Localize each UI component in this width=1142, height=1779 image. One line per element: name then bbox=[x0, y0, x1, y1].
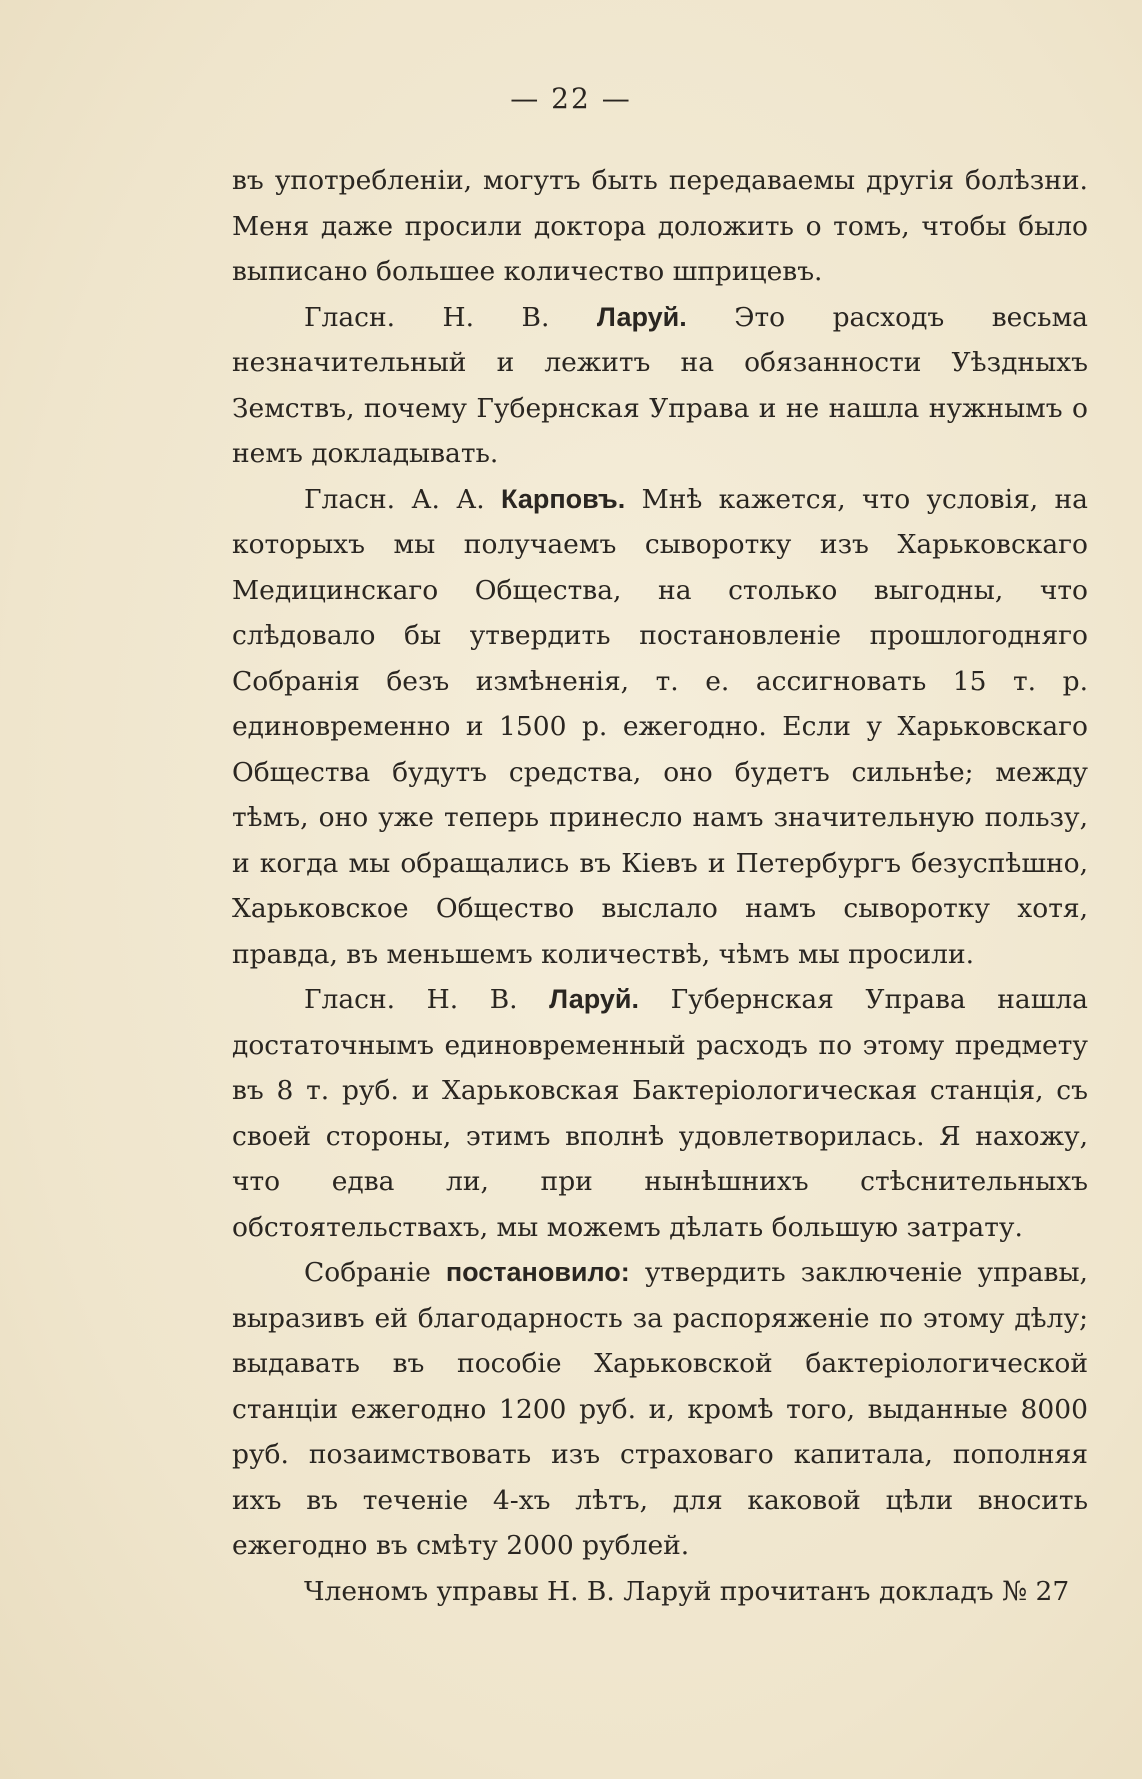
paragraph-text: Мнѣ кажется, что условія, на которыхъ мы получаемъ сыворотку изъ Харьковскаго Медицинскаго Общества, на столько выгодны, что слѣдовало бы утвердить постановленіе прошлогодняго Собранія безъ измѣненія, т. е. ассигновать 15 т. р. единовременно и 1500 р. ежегодно. Если у Харьковскаго Общества будутъ средства, оно будетъ сильнѣе; между тѣмъ, оно уже теперь принесло намъ значительную пользу, и когда мы обращались въ Кіевъ и Петербургъ безуспѣшно, Харьковское Общество выслало намъ сыворотку хотя, правда, въ меньшемъ количествѣ, чѣмъ мы просили. bbox=[232, 483, 1088, 970]
body-text bbox=[232, 158, 1088, 1614]
speaker-prefix: Гласн. Н. В. bbox=[304, 301, 550, 333]
speech-laruy-1 bbox=[232, 295, 1088, 477]
paragraph-text: Губернская Управа нашла достаточнымъ единовременный расходъ по этому предмету въ 8 т. руб. и Харьковская Бактеріологическая станція, съ своей стороны, этимъ вполнѣ удовлетворилась. Я нахожу, что едва ли, при нынѣшнихъ стѣснительныхъ обстоятельствахъ, мы можемъ дѣлать большую затрату. bbox=[232, 984, 1088, 1243]
resolution-keyword: постановило: bbox=[445, 1257, 630, 1287]
speaker-name: Карповъ. bbox=[501, 483, 626, 514]
paragraph-continuation bbox=[232, 158, 1088, 295]
paragraph-text: Это расходъ весьма незначительный и лежитъ на обязанности Уѣздныхъ Земствъ, почему Губернская Управа и не нашла нужнымъ о немъ докладывать. bbox=[232, 301, 1088, 469]
paragraph-text: Членомъ управы Н. В. Ларуй прочитанъ докладъ № 27 bbox=[304, 1575, 1070, 1607]
speaker-name: Ларуй. bbox=[549, 984, 640, 1014]
paragraph-text: въ употребленіи, могутъ быть передаваемы другія болѣзни. Меня даже просили доктора доложить о томъ, чтобы было выписано большее количество шприцевъ. bbox=[232, 165, 1088, 287]
report-note bbox=[232, 1569, 1088, 1615]
speaker-prefix: Гласн. Н. В. bbox=[304, 984, 518, 1015]
speaker-prefix: Гласн. А. А. bbox=[304, 483, 485, 515]
speaker-name: Ларуй. bbox=[596, 301, 687, 332]
resolution-prefix: Собраніе bbox=[304, 1257, 431, 1288]
paragraph-text: утвердить заключеніе управы, выразивъ ей благодарность за распоряженіе по этому дѣлу; выдавать въ пособіе Харьковской бактеріологической станціи ежегодно 1200 руб. и, кромѣ того, выданные 8000 руб. позаимствовать изъ страховаго капитала, пополняя ихъ въ теченіе 4-хъ лѣтъ, для каковой цѣли вносить ежегодно въ смѣту 2000 рублей. bbox=[232, 1257, 1088, 1561]
page-number: — 22 — bbox=[510, 82, 632, 115]
resolution bbox=[232, 1250, 1088, 1569]
speech-laruy-2 bbox=[232, 977, 1088, 1250]
speech-karpov bbox=[232, 477, 1088, 978]
